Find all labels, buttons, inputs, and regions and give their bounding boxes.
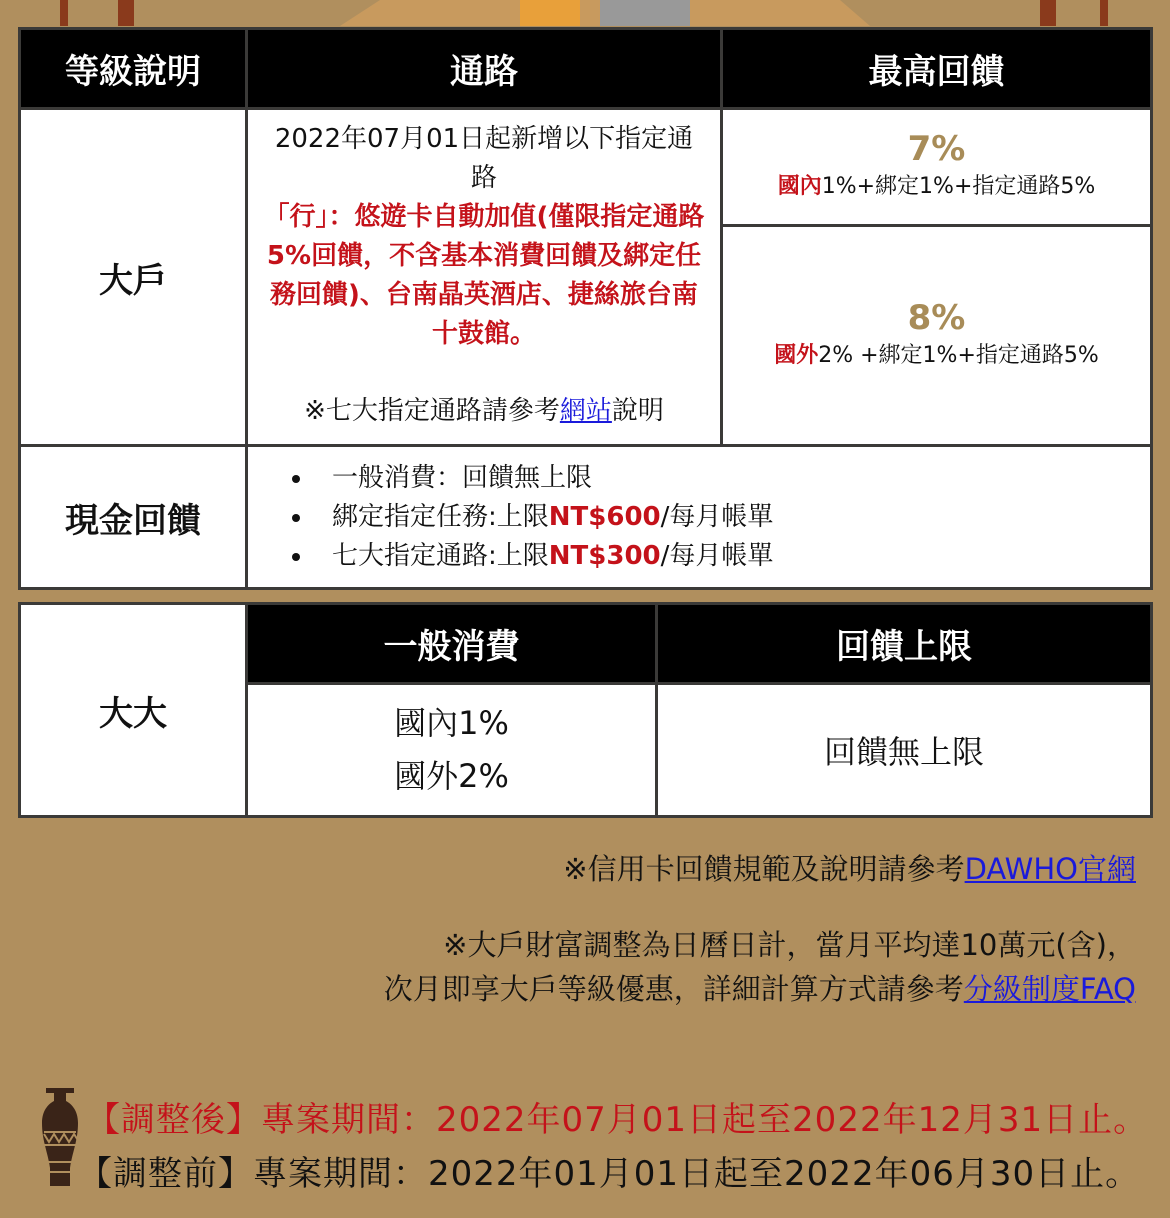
- period-tag: 【調整後】: [86, 1100, 261, 1140]
- header-cap: 回饋上限: [657, 604, 1152, 684]
- foreign-reward: [722, 226, 1152, 446]
- header-level: 等級說明: [20, 29, 247, 109]
- general-domestic: 國內1%: [394, 704, 509, 742]
- domestic-reward: [722, 109, 1152, 226]
- note-tier-calc: [384, 923, 1136, 1011]
- tier-table: [18, 27, 1153, 590]
- vase-icon: [40, 1088, 80, 1188]
- domestic-detail: 1%+綁定1%+指定通路5%: [821, 174, 1096, 199]
- foreign-detail: 2% +綁定1%+指定通路5%: [818, 342, 1099, 368]
- tier-name: 大戶: [20, 109, 247, 446]
- channel-intro: 2022年07月01日起新增以下指定通路: [274, 124, 694, 193]
- note-text: ※大戶財富調整為日曆日計，當月平均達10萬元(含)，: [443, 928, 1136, 962]
- note-text: 說明: [611, 396, 664, 426]
- foreign-pct: 8%: [907, 297, 966, 338]
- cash-cell: [247, 446, 1152, 589]
- general-rates: [247, 684, 657, 817]
- header-max-reward: 最高回饋: [722, 29, 1152, 109]
- website-link[interactable]: 網站: [559, 396, 612, 426]
- cash-cap: NT$600: [548, 501, 661, 532]
- header-channel: 通路: [247, 29, 722, 109]
- cash-item-text: 七大指定通路:上限: [332, 540, 549, 571]
- period-tag: 【調整前】: [78, 1154, 253, 1194]
- note-text: 次月即享大戶等級優惠，詳細計算方式請參考: [383, 972, 964, 1006]
- dawho-link[interactable]: DAWHO官網: [964, 852, 1136, 886]
- note-text: ※信用卡回饋規範及說明請參考: [563, 852, 965, 886]
- cash-item-text: 綁定指定任務:上限: [332, 501, 549, 532]
- channel-list: 「行」：悠遊卡自動加值(僅限指定通路5%回饋，不含基本消費回饋及綁定任務回饋)、台南晶英酒店、捷絲旅台南十鼓館。: [263, 202, 705, 349]
- cash-item-suffix: /每月帳單: [660, 501, 774, 532]
- period-text: 專案期間：2022年07月01日起至2022年12月31日止。: [261, 1100, 1149, 1140]
- general-foreign: 國外2%: [394, 757, 509, 795]
- cash-item-suffix: /每月帳單: [660, 540, 774, 571]
- period-text: 專案期間：2022年01月01日起至2022年06月30日止。: [253, 1154, 1141, 1194]
- faq-link[interactable]: 分級制度FAQ: [963, 972, 1136, 1006]
- note-text: ※七大指定通路請參考: [304, 396, 560, 426]
- cash-cap: NT$300: [548, 540, 661, 571]
- foreign-label: 國外: [774, 342, 819, 368]
- channel-note: [262, 392, 706, 431]
- cash-item: [314, 537, 1150, 576]
- header-illustration: [0, 0, 1170, 28]
- domestic-label: 國內: [777, 174, 822, 199]
- cash-item: [314, 459, 1150, 498]
- cash-label: 現金回饋: [20, 446, 247, 589]
- period-before: [78, 1146, 1140, 1195]
- domestic-pct: 7%: [907, 129, 966, 169]
- basic-tier-table: [18, 602, 1153, 818]
- tier-name: 大大: [20, 604, 247, 817]
- cash-item: [314, 498, 1150, 537]
- cap-value: 回饋無上限: [657, 684, 1152, 817]
- note-reward-rules: [563, 847, 1136, 891]
- cash-item-text: 一般消費：回饋無上限: [332, 462, 593, 493]
- header-general: 一般消費: [247, 604, 657, 684]
- channel-cell: [247, 109, 722, 446]
- period-after: [86, 1092, 1148, 1141]
